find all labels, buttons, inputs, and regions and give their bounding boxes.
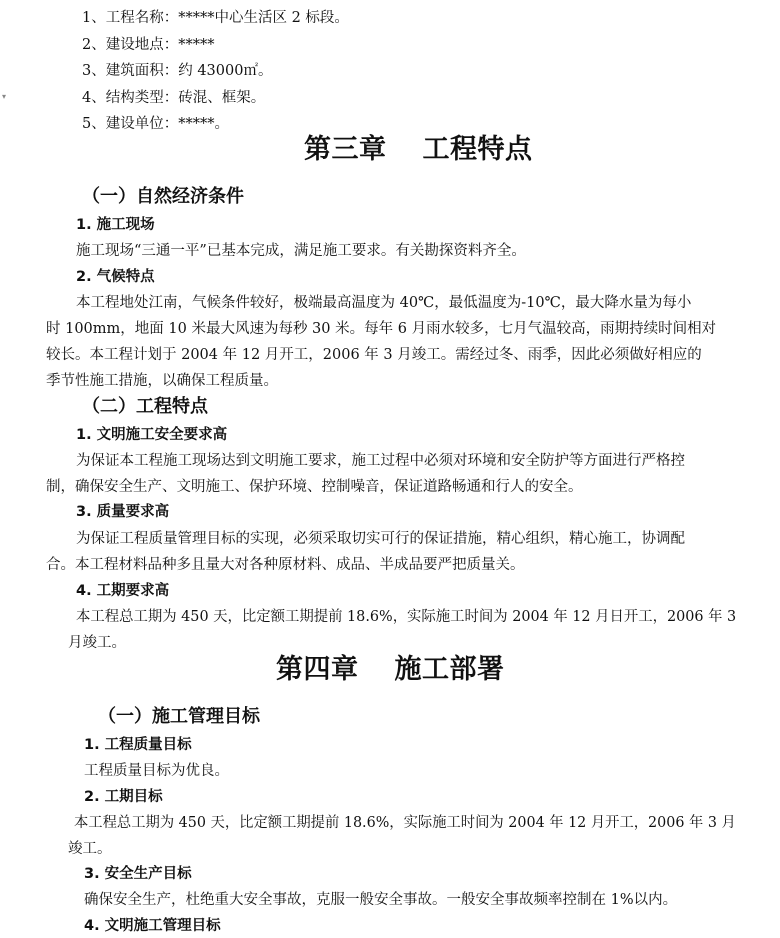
paragraph-line: 工程质量目标为优良。 [84, 763, 229, 779]
paragraph-line: 为保证工程质量管理目标的实现，必须采取切实可行的保证措施，精心组织，精心施工，协调配 [76, 531, 685, 547]
overview-item-name: 1、工程名称：*****中心生活区 2 标段。 [82, 10, 349, 26]
paragraph-line: 竣工。 [68, 841, 112, 857]
paragraph-line: 合。本工程材料品种多且量大对各种原材料、成品、半成品要严把质量关。 [46, 557, 525, 573]
paragraph-line: 时 100mm，地面 10 米最大风速为每秒 30 米。每年 6 月雨水较多，七月气温较高，雨期持续时间相对 [46, 321, 717, 337]
paragraph-line: 本工程总工期为 450 天，比定额工期提前 18.6%，实际施工时间为 2004 年 12 月开工，2006 年 3 月 [74, 815, 736, 831]
heading-civilized-goal: 4. 文明施工管理目标 [84, 918, 221, 934]
heading-civilized-safety: 1. 文明施工安全要求高 [76, 427, 228, 443]
heading-quality-goal: 1. 工程质量目标 [84, 737, 192, 753]
chapter-3-number: 第三章 [304, 134, 387, 165]
overview-item-location: 2、建设地点：***** [82, 37, 215, 53]
overview-item-structure: 4、结构类型：砖混、框架。 [82, 90, 266, 106]
paragraph-line: 月竣工。 [68, 635, 126, 651]
paragraph-line: 较长。本工程计划于 2004 年 12 月开工，2006 年 3 月竣工。需经过冬、雨季，因此必须做好相应的 [46, 347, 702, 363]
chapter-4-title: 施工部署 [394, 654, 505, 685]
margin-marker-icon: ▾ [2, 92, 7, 101]
section-management-goals-title: （一）施工管理目标 [98, 706, 260, 727]
paragraph-line: 制，确保安全生产、文明施工、保护环境、控制噪音，保证道路畅通和行人的安全。 [46, 479, 583, 495]
paragraph-line: 为保证本工程施工现场达到文明施工要求，施工过程中必须对环境和安全防护等方面进行严格控 [76, 453, 685, 469]
paragraph-line: 季节性施工措施，以确保工程质量。 [46, 373, 278, 389]
heading-schedule: 4. 工期要求高 [76, 583, 170, 599]
chapter-4-number: 第四章 [276, 654, 359, 685]
paragraph-line: 确保安全生产，杜绝重大安全事故，克服一般安全事故。一般安全事故频率控制在 1%以内。 [84, 892, 678, 908]
chapter-3-heading [304, 134, 533, 166]
section-project-features-title: （二）工程特点 [82, 396, 208, 417]
overview-item-area: 3、建筑面积：约 43000㎡。 [82, 63, 273, 79]
heading-climate: 2. 气候特点 [76, 269, 155, 285]
heading-schedule-goal: 2. 工期目标 [84, 789, 163, 805]
chapter-4-heading [276, 654, 505, 686]
overview-item-client: 5、建设单位：*****。 [82, 116, 229, 132]
paragraph-line: 本工程地处江南，气候条件较好，极端最高温度为 40℃，最低温度为-10℃，最大降水量为每小 [76, 295, 692, 311]
paragraph-line: 本工程总工期为 450 天，比定额工期提前 18.6%，实际施工时间为 2004 年 12 月日开工，2006 年 3 [76, 609, 737, 625]
heading-quality: 3. 质量要求高 [76, 504, 170, 520]
heading-construction-site: 1. 施工现场 [76, 217, 155, 233]
paragraph-line: 施工现场“三通一平”已基本完成，满足施工要求。有关勘探资料齐全。 [76, 243, 526, 259]
heading-safety-goal: 3. 安全生产目标 [84, 866, 192, 882]
chapter-3-title: 工程特点 [422, 134, 533, 165]
section-natural-economic-title: （一）自然经济条件 [82, 186, 244, 207]
